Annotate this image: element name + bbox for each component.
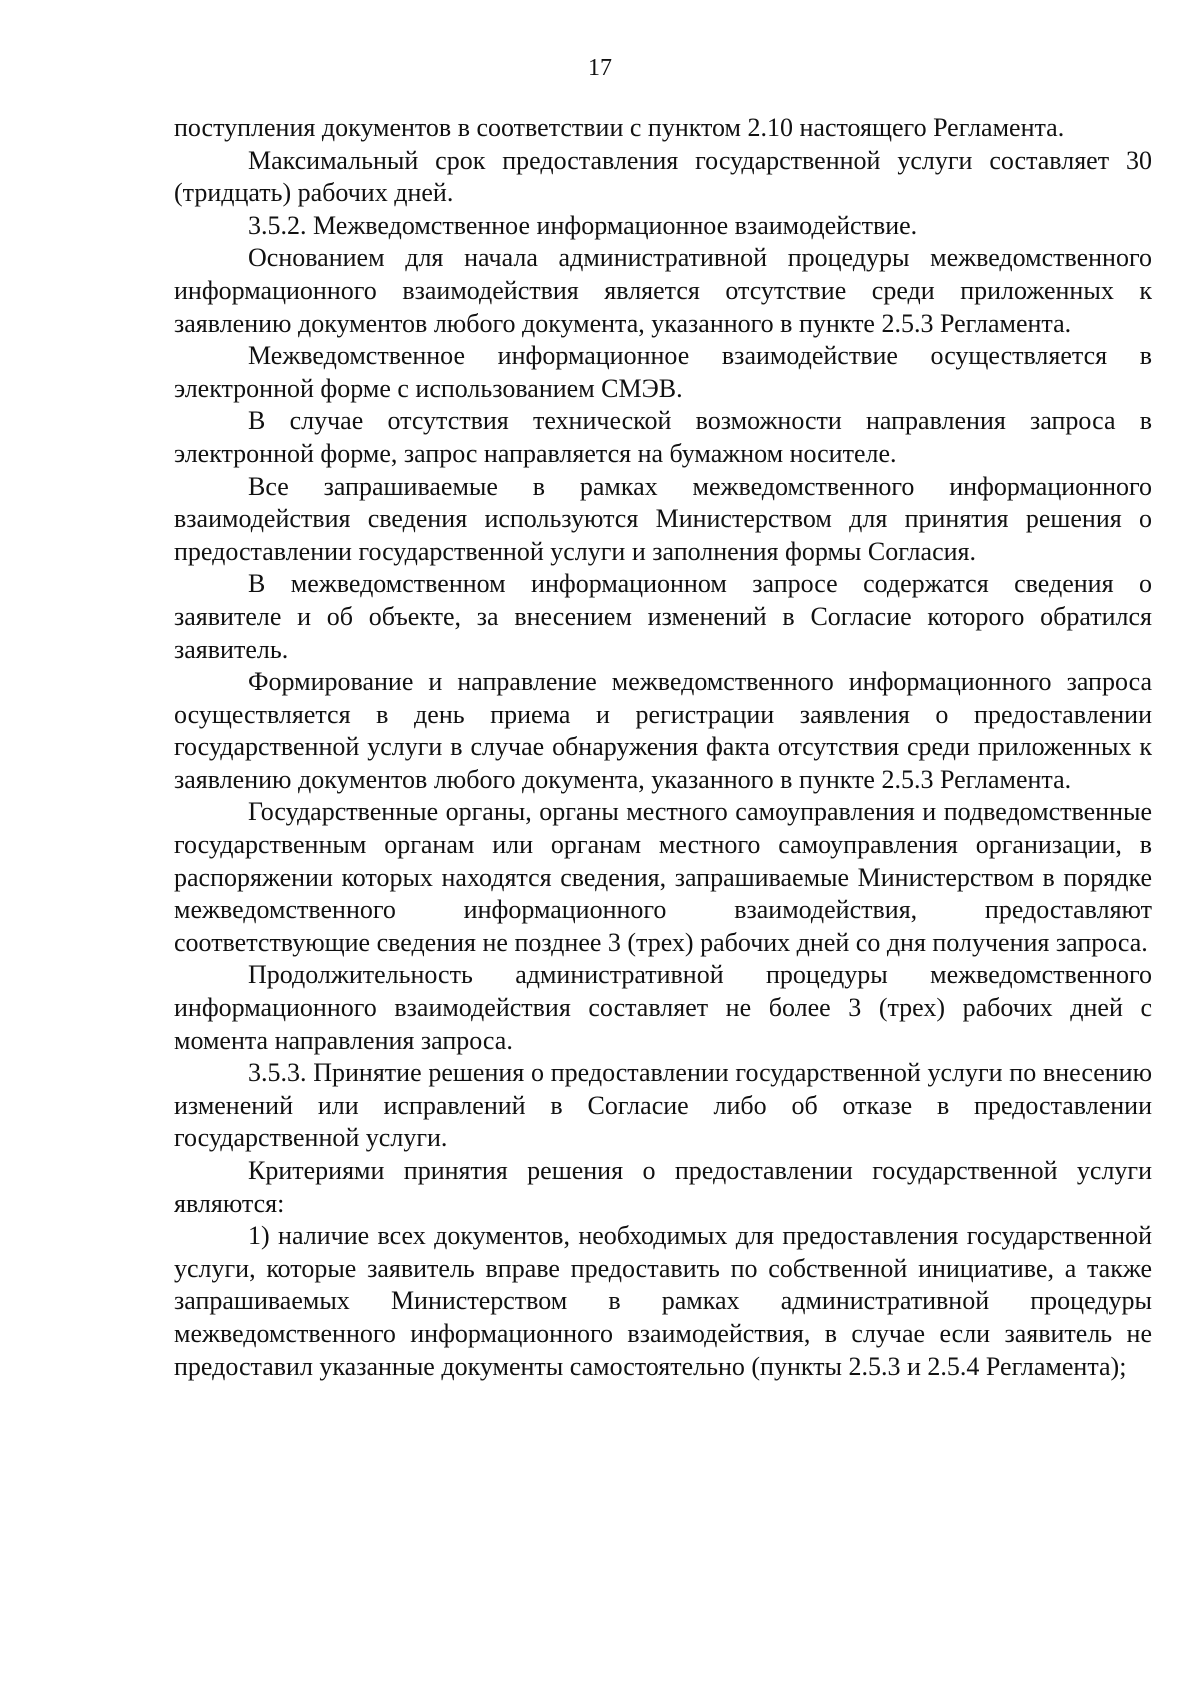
section-heading: 3.5.3. Принятие решения о предоставлении государственной услуги по внесению изменений или исправлений в Согласие либо об отказе в предоставлении государственной услуги. bbox=[174, 1058, 1152, 1153]
paragraph: Формирование и направление межведомственного информационного запроса осуществляется в день приема и регистрации заявления о предоставлении государственной услуги в случае обнаружения факта отсутствия среди приложенных к заявлению документов любого документа, указанного в пункте 2.5.3 Регламента. bbox=[174, 667, 1152, 794]
paragraph: Межведомственное информационное взаимодействие осуществляется в электронной форме с использованием СМЭВ. bbox=[174, 341, 1152, 403]
document-body bbox=[174, 112, 1152, 1383]
page-number: 17 bbox=[588, 55, 612, 81]
paragraph: Государственные органы, органы местного самоуправления и подведомственные государственным органам или органам местного самоуправления организации, в распоряжении которых находятся сведения, запрашиваемые Министерством в порядке межведомственного информационного взаимодействия, предоставляют соответствующие сведения не позднее 3 (трех) рабочих дней со дня получения запроса. bbox=[174, 797, 1152, 957]
paragraph: Все запрашиваемые в рамках межведомственного информационного взаимодействия сведения используются Министерством для принятия решения о предоставлении государственной услуги и заполнения формы Согласия. bbox=[174, 471, 1152, 566]
paragraph: Максимальный срок предоставления государственной услуги составляет 30 (тридцать) рабочих дней. bbox=[174, 145, 1152, 208]
paragraph: Продолжительность административной процедуры межведомственного информационного взаимодействия составляет не более 3 (трех) рабочих дней с момента направления запроса. bbox=[174, 960, 1152, 1055]
paragraph: поступления документов в соответствии с пунктом 2.10 настоящего Регламента. bbox=[174, 113, 1065, 142]
section-heading: 3.5.2. Межведомственное информационное взаимодействие. bbox=[248, 210, 918, 240]
paragraph: В случае отсутствия технической возможности направления запроса в электронной форме, запрос направляется на бумажном носителе. bbox=[174, 406, 1152, 468]
list-item: 1) наличие всех документов, необходимых для предоставления государственной услуги, которые заявитель вправе предоставить по собственной инициативе, а также запрашиваемых Министерством в рамках административной процедуры межведомственного информационного взаимодействия, в случае если заявитель не предоставил указанные документы самостоятельно (пункты 2.5.3 и 2.5.4 Регламента); bbox=[174, 1221, 1152, 1381]
paragraph: В межведомственном информационном запросе содержатся сведения о заявителе и об объекте, за внесением изменений в Согласие которого обратился заявитель. bbox=[174, 569, 1152, 664]
paragraph: Критериями принятия решения о предоставлении государственной услуги являются: bbox=[174, 1156, 1152, 1218]
paragraph: Основанием для начала административной процедуры межведомственного информационного взаимодействия является отсутствие среди приложенных к заявлению документов любого документа, указанного в пункте 2.5.3 Регламента. bbox=[174, 243, 1152, 338]
